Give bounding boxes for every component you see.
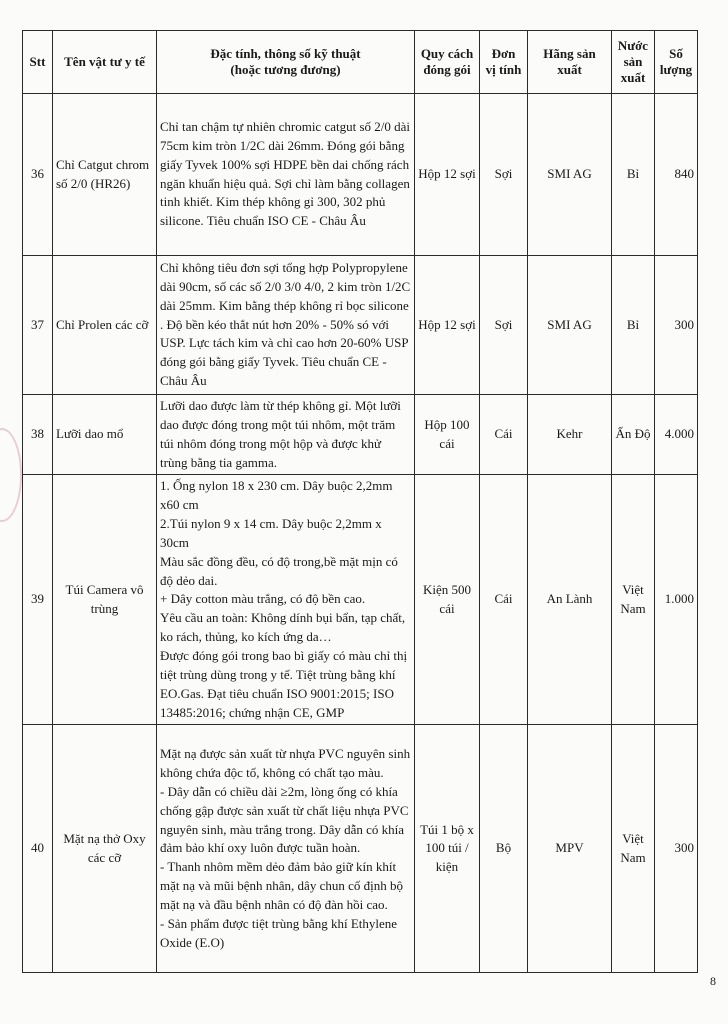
cell-name: Chỉ Catgut chrom số 2/0 (HR26) [53,94,157,256]
cell-spec: Chỉ tan chậm tự nhiên chromic catgut số 2/0 dài 75cm kim tròn 1/2C dài 26mm. Đóng gói bằng giấy Tyvek 100% sợi HDPE bền dai chống rách ngăn khuẩn hiệu quả. Sợi chỉ làm bằng collagen tinh khiết. Kim thép không gỉ 300, 302 phủ silicone. Tiêu chuẩn ISO CE - Châu Âu [157,94,415,256]
product-spec-table [22,30,698,973]
header-name: Tên vật tư y tế [53,31,157,94]
table-header-row [23,31,698,94]
cell-quantity: 4.000 [655,395,698,475]
cell-country: Việt Nam [612,725,655,973]
cell-spec: Mặt nạ được sản xuất từ nhựa PVC nguyên sinh không chứa độc tố, không có chất tạo màu. - Dây dẫn có chiều dài ≥2m, lòng ống có khía chống gập được sản xuất từ chất liệu nhựa PVC nguyên sinh, màu trắng trong. Dây dẫn có khía đảm bảo khí oxy luôn được tuần hoàn. - Thanh nhôm mềm dẻo đảm bảo giữ kín khít mặt nạ và mũi bệnh nhân, dây chun cố định bộ mặt nạ và đầu bệnh nhân có độ đàn hồi cao. - Sản phẩm được tiệt trùng bằng khí Ethylene Oxide (E.O) [157,725,415,973]
cell-country: Bỉ [612,256,655,395]
cell-name: Lưỡi dao mổ [53,395,157,475]
header-packing: Quy cách đóng gói [415,31,480,94]
cell-packing: Túi 1 bộ x 100 túi / kiện [415,725,480,973]
cell-country: Bỉ [612,94,655,256]
cell-unit: Bộ [480,725,528,973]
cell-spec: 1. Ống nylon 18 x 230 cm. Dây buộc 2,2mm x60 cm 2.Túi nylon 9 x 14 cm. Dây buộc 2,2mm x 30cm Màu sắc đồng đều, có độ trong,bề mặt mịn có độ dẻo dai. + Dây cotton màu trắng, có độ bền cao. Yêu cầu an toàn: Không dính bụi bẩn, tạp chất, ko rách, thủng, ko kích ứng da… Được đóng gói trong bao bì giấy có màu chỉ thị tiệt trùng dùng trong y tế. Tiệt trùng bằng khí EO.Gas. Đạt tiêu chuẩn ISO 9001:2015; ISO 13485:2016; chứng nhận CE, GMP [157,475,415,725]
cell-packing: Hộp 12 sợi [415,256,480,395]
page-number: 8 [710,974,716,988]
cell-stt: 40 [23,725,53,973]
cell-manufacturer: MPV [528,725,612,973]
header-manufacturer: Hãng sản xuất [528,31,612,94]
table-row [23,94,698,256]
cell-quantity: 300 [655,256,698,395]
header-quantity: Số lượng [655,31,698,94]
cell-manufacturer: SMI AG [528,256,612,395]
header-unit: Đơn vị tính [480,31,528,94]
cell-packing: Kiện 500 cái [415,475,480,725]
cell-quantity: 300 [655,725,698,973]
header-spec: Đặc tính, thông số kỹ thuật (hoặc tương đương) [157,31,415,94]
header-country: Nước sản xuất [612,31,655,94]
table-row [23,256,698,395]
cell-quantity: 840 [655,94,698,256]
table-row [23,475,698,725]
cell-unit: Sợi [480,94,528,256]
cell-packing: Hộp 100 cái [415,395,480,475]
cell-unit: Cái [480,475,528,725]
table-row [23,725,698,973]
cell-unit: Sợi [480,256,528,395]
cell-spec: Lưỡi dao được làm từ thép không gỉ. Một lưỡi dao được đóng trong một túi nhôm, một trăm túi nhôm đóng trong một hộp và được khử trùng bằng tia gamma. [157,395,415,475]
cell-unit: Cái [480,395,528,475]
cell-manufacturer: Kehr [528,395,612,475]
cell-packing: Hộp 12 sợi [415,94,480,256]
header-stt: Stt [23,31,53,94]
cell-country: Việt Nam [612,475,655,725]
cell-stt: 39 [23,475,53,725]
cell-quantity: 1.000 [655,475,698,725]
cell-stt: 36 [23,94,53,256]
table-row [23,395,698,475]
stamp-mark [0,428,22,522]
cell-spec: Chỉ không tiêu đơn sợi tổng hợp Polypropylene dài 90cm, số các số 2/0 3/0 4/0, 2 kim tròn 1/2C dài 25mm. Kim bằng thép không rỉ bọc silicone . Độ bền kéo thắt nút hơn 20% - 50% só với USP. Lực tách kim và chỉ cao hơn 20-60% USP đóng gói bằng giấy Tyvek. Tiêu chuẩn CE - Châu Âu [157,256,415,395]
cell-stt: 37 [23,256,53,395]
cell-name: Chỉ Prolen các cỡ [53,256,157,395]
cell-name: Túi Camera vô trùng [53,475,157,725]
cell-manufacturer: SMI AG [528,94,612,256]
cell-stt: 38 [23,395,53,475]
cell-country: Ấn Độ [612,395,655,475]
cell-name: Mặt nạ thở Oxy các cỡ [53,725,157,973]
cell-manufacturer: An Lành [528,475,612,725]
